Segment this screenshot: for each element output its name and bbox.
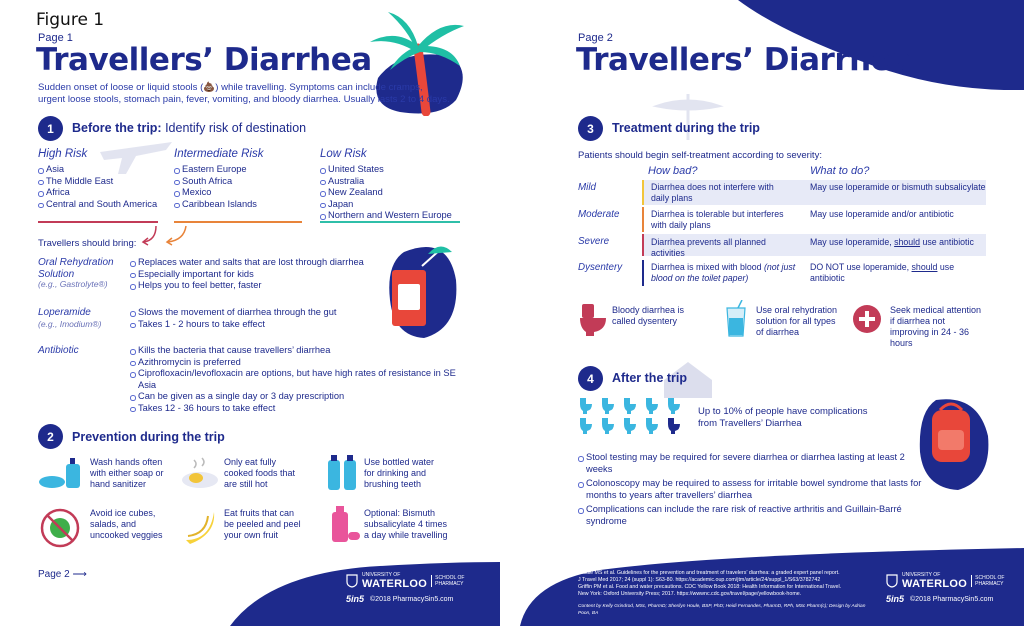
page-label: Page 2 <box>578 32 613 44</box>
pharmacy5in5-logo: 5in5 <box>886 594 905 604</box>
section-heading <box>72 121 306 135</box>
prevention-text: Use bottled water for drinking and brushing teeth <box>364 457 435 489</box>
page1 <box>0 0 500 626</box>
med-points <box>130 307 390 330</box>
copyright: ©2018 PharmacySin5.com <box>910 595 994 603</box>
list-item: Eastern Europe <box>174 164 304 176</box>
list-item: Northern and Western Europe <box>320 210 470 222</box>
bismuth-icon <box>326 504 362 546</box>
low-risk-column <box>320 148 470 222</box>
list-item: Azithromycin is preferred <box>130 357 460 369</box>
list-item: Colonoscopy may be required to assess for irritable bowel syndrome that lasts for months to years after travellers’ diarrhea <box>578 478 928 501</box>
intro-line: Sudden onset of loose or liquid stools (💩) while travelling. Symptoms can include cramps, <box>38 82 423 93</box>
what-to-do-cell <box>810 262 986 284</box>
toilet-icon <box>578 302 608 338</box>
banana-icon <box>180 506 220 546</box>
school-name: SCHOOL OF PHARMACY <box>431 575 465 587</box>
todo-text: May use loperamide, <box>810 237 895 247</box>
school-name: SCHOOL OF PHARMACY <box>971 575 1005 587</box>
how-bad-cell: Diarrhea is tolerable but interferes with daily plans <box>651 209 784 230</box>
tip-text: Use oral rehydration solution for all types of diarrhea <box>756 305 838 337</box>
prevention-text: Avoid ice cubes, salads, and uncooked veggies <box>90 508 163 540</box>
hot-food-icon <box>180 454 220 490</box>
severity-label: Mild <box>578 182 596 193</box>
shield-icon <box>886 574 898 588</box>
section-heading: After the trip <box>612 371 687 385</box>
list-item: Replaces water and salts that are lost through diarrhea <box>130 257 390 269</box>
how-bad-text: Diarrhea is mixed with blood <box>651 262 762 272</box>
list-item: Central and South America <box>38 199 158 211</box>
list-item: Stool testing may be required for severe diarrhea or diarrhea lasting at least 2 weeks <box>578 452 928 475</box>
treatment-intro: Patients should begin self-treatment according to severity: <box>578 150 822 161</box>
todo-text: use antibiotic <box>920 237 974 247</box>
tip-text: Seek medical attention if diarrhea not improving in 24 - 36 hours <box>890 305 982 348</box>
reference-line: New York: Oxford University Press; 2017. https://wwwnc.cdc.gov/travel/page/yellowbook-home. <box>578 591 802 597</box>
list-item: Can be given as a single day or 3 day prescription <box>130 391 460 403</box>
bring-label: Travellers should bring: <box>38 238 137 249</box>
pharmacy5in5-logo: 5in5 <box>346 594 365 604</box>
how-bad-cell: Diarrhea prevents all planned activities <box>651 237 766 258</box>
high-risk-bar <box>38 221 158 223</box>
shield-icon <box>346 574 358 588</box>
university-logo <box>346 572 465 604</box>
page-title: Travellers’ Diarrhea <box>36 42 372 78</box>
list-item: Takes 12 - 36 hours to take effect <box>130 403 460 415</box>
list-item: Japan <box>320 199 470 211</box>
section-number: 3 <box>578 116 603 141</box>
risk-list <box>320 164 470 222</box>
backpack-illustration <box>918 396 990 492</box>
todo-text: use antibiotic <box>810 262 955 283</box>
table-row <box>578 207 986 232</box>
soap-icon <box>38 454 84 490</box>
med-name: Antibiotic <box>38 345 79 356</box>
medical-cross-icon <box>852 304 882 334</box>
university-small: UNIVERSITY OF <box>362 572 401 578</box>
risk-heading: Low Risk <box>320 148 367 160</box>
severity-label: Moderate <box>578 209 620 220</box>
drink-illustration <box>384 240 460 340</box>
table-row <box>578 234 986 256</box>
section-number: 4 <box>578 366 603 391</box>
prevention-text: Optional: Bismuth subsalicylate 4 times a day while travelling <box>364 508 448 540</box>
med-example: (e.g., Imodium®) <box>38 319 102 329</box>
intermediate-risk-bar <box>174 221 302 223</box>
copyright: ©2018 PharmacySin5.com <box>370 595 454 603</box>
what-to-do-cell: May use loperamide or bismuth subsalicylate <box>810 182 986 192</box>
high-risk-column <box>38 148 158 210</box>
reference-line: Riddle MS et al. Guidelines for the prevention and treatment of travelers’ diarrhea: a graded expert panel report. <box>578 570 840 576</box>
table-row <box>578 180 986 205</box>
section-heading-bold: Before the trip: <box>72 121 162 135</box>
low-risk-bar <box>320 221 460 223</box>
university-small: UNIVERSITY OF <box>902 572 941 578</box>
tip-text: Bloody diarrhea is called dysentery <box>612 305 685 326</box>
section-heading: Treatment during the trip <box>612 121 760 135</box>
list-item: Ciprofloxacin/levofloxacin are options, but have high rates of resistance in SE Asia <box>130 368 460 391</box>
list-item: Especially important for kids <box>130 269 390 281</box>
complication-text: Up to 10% of people have complications from Travellers’ Diarrhea <box>698 406 868 429</box>
arrow-icon <box>164 224 190 246</box>
university-name: WATERLOO <box>362 578 428 590</box>
med-points <box>130 257 390 292</box>
section-number: 2 <box>38 424 63 449</box>
list-item: Complications can include the rare risk of reactive arthritis and Guillain-Barré syndrome <box>578 504 928 527</box>
severity-bar <box>642 260 644 286</box>
what-to-do-cell <box>810 237 986 248</box>
figure-label: Figure 1 <box>36 10 105 30</box>
bottled-water-icon <box>326 452 360 492</box>
todo-emphasis: should <box>911 262 938 272</box>
severity-label: Dysentery <box>578 262 623 273</box>
todo-emphasis: should <box>894 237 921 247</box>
what-to-do-cell: May use loperamide and/or antibiotic <box>810 209 954 219</box>
severity-bar <box>642 207 644 232</box>
next-page-label: Page 2 <box>38 569 70 580</box>
university-name: WATERLOO <box>902 578 968 590</box>
column-header-how-bad: How bad? <box>648 165 698 177</box>
intro-line: urgent loose stools, stomach pain, fever, vomiting, and bloody diarrhea. Usually lasts 2 to 4 days. <box>38 94 450 105</box>
how-bad-cell: Diarrhea does not interfere with daily plans <box>651 182 774 203</box>
med-example: (e.g., Gastrolyte®) <box>38 279 108 289</box>
no-salad-icon <box>40 508 80 548</box>
risk-heading: Intermediate Risk <box>174 148 264 160</box>
todo-text: DO NOT use loperamide, <box>810 262 912 272</box>
section-subheading: Identify risk of destination <box>161 121 307 135</box>
med-name: Oral Rehydration Solution <box>38 257 114 280</box>
arrow-right-icon: ⟶ <box>72 569 87 580</box>
risk-list <box>38 164 158 210</box>
severity-label: Severe <box>578 236 610 247</box>
list-item: New Zealand <box>320 187 470 199</box>
after-trip-points <box>578 452 928 528</box>
next-page-link[interactable] <box>38 569 87 580</box>
intro-text <box>38 82 478 106</box>
column-header-what-to-do: What to do? <box>810 165 870 177</box>
list-item: Kills the bacteria that cause travellers’ diarrhea <box>130 345 460 357</box>
prevention-text: Only eat fully cooked foods that are still hot <box>224 457 296 489</box>
med-name: Loperamide <box>38 307 91 318</box>
table-row <box>578 260 986 286</box>
med-points <box>130 345 460 415</box>
section-number: 1 <box>38 116 63 141</box>
how-bad-cell <box>646 262 796 284</box>
risk-heading: High Risk <box>38 148 88 160</box>
page-label: Page 1 <box>38 32 73 44</box>
list-item: Takes 1 - 2 hours to take effect <box>130 319 390 331</box>
page2 <box>520 0 1024 626</box>
list-item: United States <box>320 164 470 176</box>
list-item: Mexico <box>174 187 304 199</box>
glass-icon <box>724 300 748 338</box>
list-item: Caribbean Islands <box>174 199 304 211</box>
list-item: Asia <box>38 164 158 176</box>
prevention-text: Eat fruits that can be peeled and peel your own fruit <box>224 508 301 540</box>
list-item: Helps you to feel better, faster <box>130 280 390 292</box>
list-item: South Africa <box>174 176 304 188</box>
list-item: Africa <box>38 187 158 199</box>
intermediate-risk-column <box>174 148 304 210</box>
university-logo <box>886 572 1005 604</box>
page-title: Travellers’ Diarrhea <box>576 42 912 78</box>
list-item: Slows the movement of diarrhea through the gut <box>130 307 390 319</box>
references <box>578 570 878 617</box>
reference-line: J Travel Med 2017; 24 (suppl 1): S63-80. https://academic.oup.com/jtm/article/24/suppl_1/S63/3782742 <box>578 577 821 583</box>
section-heading: Prevention during the trip <box>72 430 225 444</box>
credits: Content by Kelly Grindrod, MSc, PharmD; Sherilyn Houle, BSP, PhD; Heidi Fernandes, PharmD, RPh, MSc Pharm(c); Design by Adrian Poon, BA <box>578 604 866 616</box>
arrow-icon <box>140 224 160 246</box>
list-item: The Middle East <box>38 176 158 188</box>
list-item: Australia <box>320 176 470 188</box>
toilet-grid-icon <box>578 396 690 438</box>
risk-list <box>174 164 304 210</box>
prevention-text: Wash hands often with either soap or hand sanitizer <box>90 457 164 489</box>
reference-line: Griffin PM et al. Food and water precautions. CDC Yellow Book 2018: Health Information for International Travel. <box>578 584 842 590</box>
how-bad-note: (not just blood on the toilet paper) <box>651 262 796 283</box>
